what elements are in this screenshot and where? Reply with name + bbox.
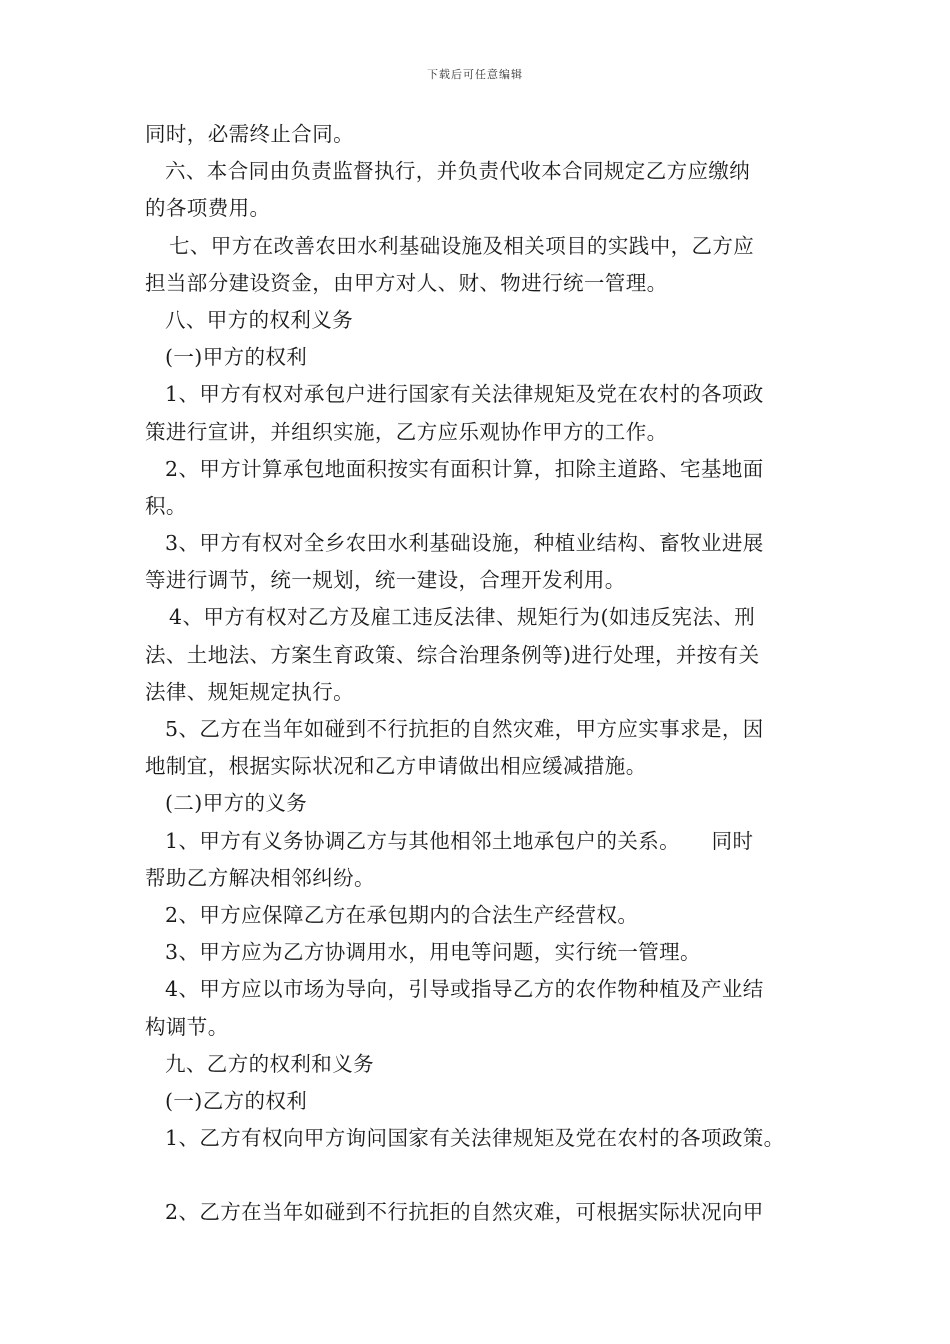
text-line: 帮助乙方解决相邻纠纷。 — [145, 865, 375, 890]
text-line: 2、乙方在当年如碰到不行抗拒的自然灾难，可根据实际状况向甲 — [165, 1200, 764, 1225]
text-line: 1、甲方有权对承包户进行国家有关法律规矩及党在农村的各项政 — [165, 382, 764, 407]
text-line: 等进行调节，统一规划，统一建设，合理开发利用。 — [145, 568, 626, 593]
text-line: 担当部分建设资金，由甲方对人、财、物进行统一管理。 — [145, 270, 668, 295]
text-line: 七、甲方在改善农田水利基础设施及相关项目的实践中，乙方应 — [169, 233, 755, 258]
text-line: 构调节。 — [145, 1014, 229, 1039]
text-line: 的各项费用。 — [145, 196, 271, 221]
text-line: 2、甲方应保障乙方在承包期内的合法生产经营权。 — [165, 902, 639, 927]
text-line: 4、甲方应以市场为导向，引导或指导乙方的农作物种植及产业结 — [165, 977, 764, 1002]
text-line: 2、甲方计算承包地面积按实有面积计算，扣除主道路、宅基地面 — [165, 456, 764, 481]
text-line: 法、土地法、方案生育政策、综合治理条例等)进行处理，并按有关 — [145, 642, 760, 667]
text-line — [145, 1157, 825, 1194]
text-line: 六、本合同由负责监督执行，并负责代收本合同规定乙方应缴纳 — [165, 159, 751, 184]
text-line: (一)乙方的权利 — [165, 1088, 308, 1113]
text-line: 九、乙方的权利和义务 — [165, 1051, 374, 1076]
text-line: (二)甲方的义务 — [165, 791, 308, 816]
page-header: 下载后可任意编辑 — [427, 68, 523, 81]
text-line: 3、甲方应为乙方协调用水，用电等问题，实行统一管理。 — [165, 940, 701, 965]
text-line: 八、甲方的权利义务 — [165, 307, 354, 332]
text-line: 地制宜，根据实际状况和乙方申请做出相应缓减措施。 — [145, 754, 647, 779]
document-body — [145, 116, 825, 1232]
text-line: 3、甲方有权对全乡农田水利基础设施，种植业结构、畜牧业进展 — [165, 531, 764, 556]
text-line: 同时，必需终止合同。 — [145, 122, 354, 146]
text-line: 法律、规矩规定执行。 — [145, 679, 354, 704]
text-line: 1、甲方有义务协调乙方与其他相邻土地承包户的关系。 同时 — [165, 828, 754, 853]
text-line: 1、乙方有权向甲方询问国家有关法律规矩及党在农村的各项政策。 — [165, 1126, 785, 1151]
text-line: (一)甲方的权利 — [165, 345, 308, 370]
text-line: 5、乙方在当年如碰到不行抗拒的自然灾难，甲方应实事求是，因 — [165, 717, 764, 741]
text-line: 积。 — [145, 493, 187, 518]
text-line: 4、甲方有权对乙方及雇工违反法律、规矩行为(如违反宪法、刑 — [169, 605, 756, 630]
text-line: 策进行宣讲，并组织实施，乙方应乐观协作甲方的工作。 — [145, 419, 668, 444]
